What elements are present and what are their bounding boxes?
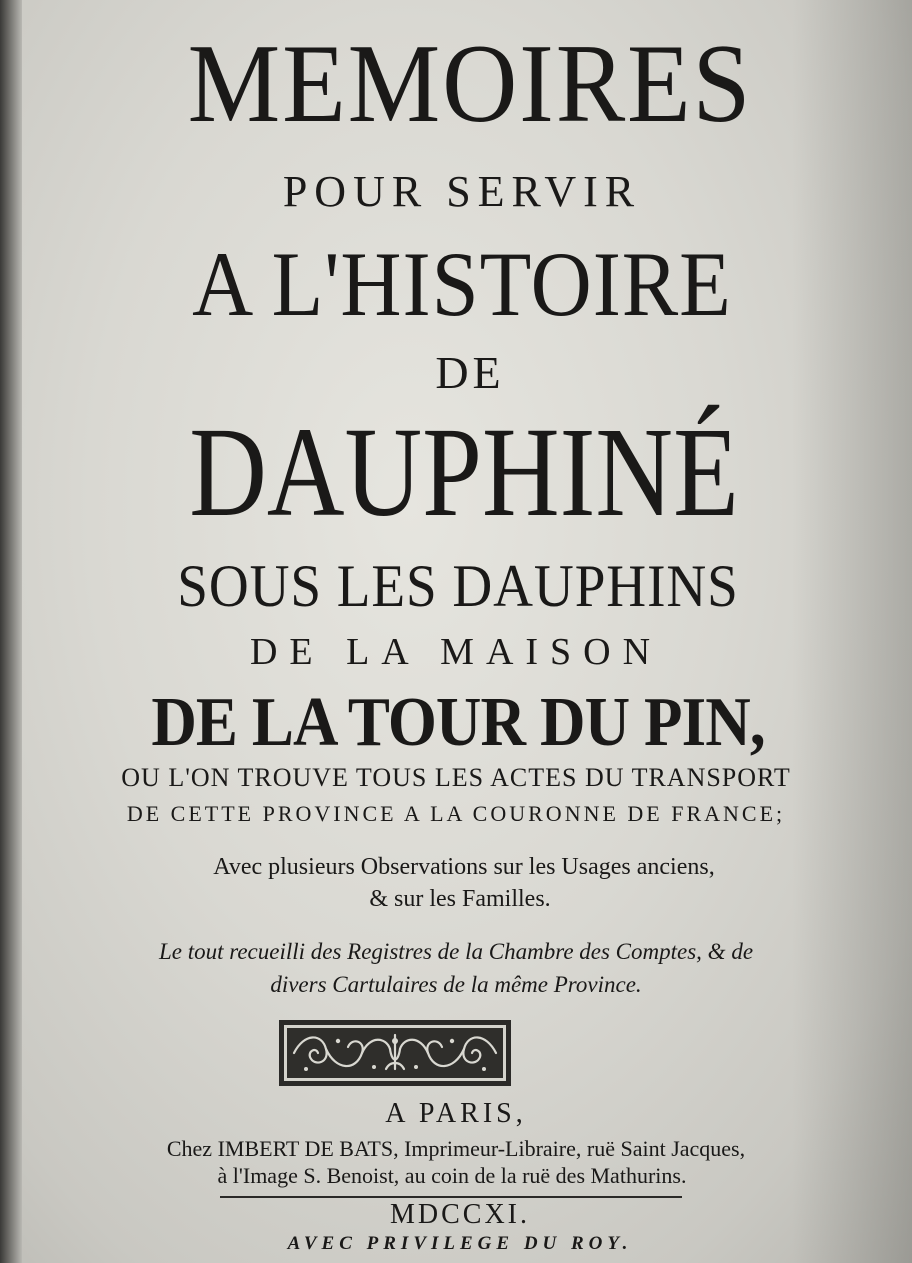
subtitle-tour-du-pin: DE LA TOUR DU PIN,: [151, 684, 765, 761]
subtitle-histoire: A L'HISTOIRE: [192, 233, 732, 335]
subtitle-pour-servir: POUR SERVIR: [282, 167, 642, 216]
royal-privilege: AVEC PRIVILEGE DU ROY.: [287, 1233, 633, 1254]
imprint-address: à l'Image S. Benoist, au coin de la ruë des Mathurins.: [217, 1163, 687, 1188]
imprint-printer: Chez IMBERT DE BATS, Imprimeur-Libraire, ruë Saint Jacques,: [166, 1136, 746, 1161]
observations-line-1: Avec plusieurs Observations sur les Usages anciens,: [213, 854, 715, 880]
floral-vignette-icon: [278, 1019, 512, 1087]
subtitle-dauphine: DAUPHINÉ: [189, 401, 739, 543]
subtitle-dauphins: SOUS LES DAUPHINS: [177, 553, 739, 619]
subtitle-maison: DE LA MAISON: [249, 631, 663, 673]
imprint-rule: [220, 1196, 682, 1198]
subtitle-de: DE: [435, 347, 505, 398]
description-line-1: OU L'ON TROUVE TOUS LES ACTES DU TRANSPORT: [121, 763, 791, 792]
imprint-year: MDCCXI.: [389, 1199, 530, 1230]
main-title: MEMOIRES: [187, 22, 753, 146]
source-line-1: Le tout recueilli des Registres de la Chambre des Comptes, & de: [158, 939, 754, 964]
source-line-2: divers Cartulaires de la même Province.: [270, 972, 642, 997]
description-line-2: DE CETTE PROVINCE A LA COURONNE DE FRANCE;: [126, 801, 786, 826]
observations-line-2: & sur les Familles.: [369, 886, 551, 912]
imprint-city: A PARIS,: [385, 1098, 527, 1129]
